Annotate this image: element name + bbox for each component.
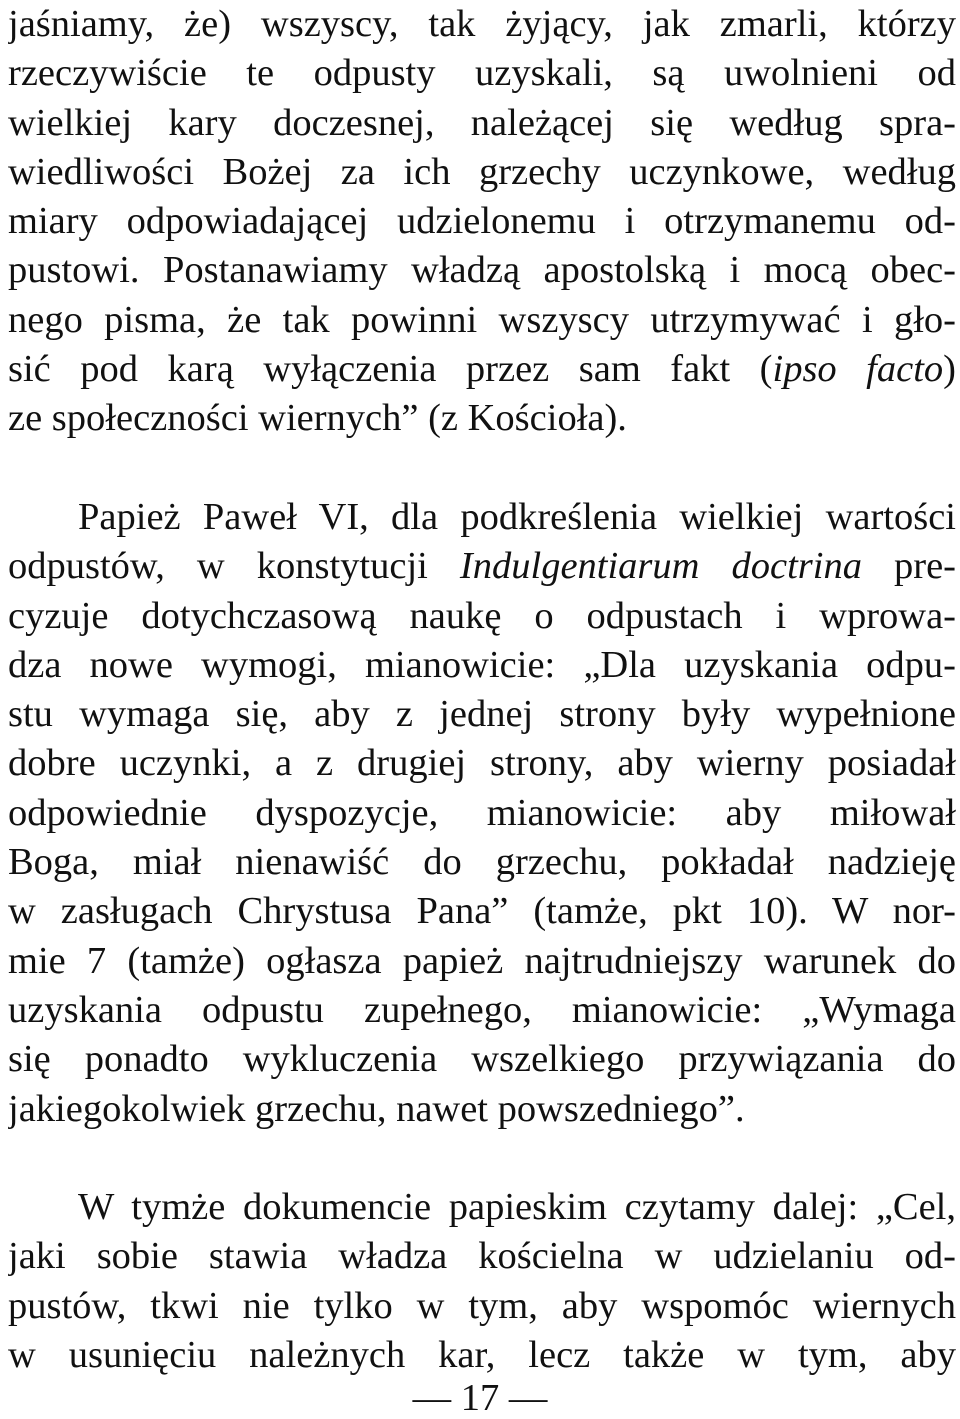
text-line [8,345,956,394]
text-segment: sić pod karą wyłączenia przez sam fakt ( [8,348,773,391]
text-line: Boga, miał nienawiść do grzechu, pokładał nadzieję [8,841,956,884]
text-line: się ponadto wykluczenia wszelkiego przywiązania do [8,1038,956,1081]
text-line: stu wymaga się, aby z jednej strony były wypełnione [8,693,956,736]
text-line: rzeczywiście te odpusty uzyskali, są uwolnieni od [8,52,956,95]
text-line: mie 7 (tamże) ogłasza papież najtrudniejszy warunek do [8,939,956,982]
paragraph-1 [8,0,956,444]
text-line: pustów, tkwi nie tylko w tym, aby wspomóc wiernych [8,1284,956,1327]
italic-term: Indulgentiarum doctrina [459,545,862,588]
text-segment: pre- [861,545,956,588]
text-line: cyzuje dotychczasową naukę o odpustach i wprowa- [8,594,956,637]
text-line: odpowiednie dyspozycje, mianowicie: aby miłował [8,791,956,834]
italic-term: ipso facto [772,348,944,391]
paragraph-2 [8,493,956,1134]
text-segment: ) [943,348,956,391]
text-line: Papież Paweł VI, dla podkreślenia wielkiej wartości [78,495,956,538]
text-line: jaki sobie stawia władza kościelna w udzielaniu od- [8,1235,956,1278]
paragraph-spacer [8,1134,956,1183]
text-line: pustowi. Postanawiamy władzą apostolską i mocą obec- [8,249,956,292]
text-line: nego pisma, że tak powinni wszyscy utrzymywać i gło- [8,298,956,341]
page-number: — 17 — [412,1377,548,1419]
text-line [8,542,956,591]
text-line: w usunięciu należnych kar, lecz także w tym, aby [8,1334,956,1377]
text-line: jakiegokolwiek grzechu, nawet powszedniego”. [8,1087,745,1130]
text-line: wiedliwości Bożej za ich grzechy uczynkowe, według [8,150,956,193]
document-page [8,0,956,1380]
text-line: dobre uczynki, a z drugiej strony, aby wierny posiadał [8,742,956,785]
text-line: jaśniamy, że) wszyscy, tak żyjący, jak zmarli, którzy [8,3,956,45]
text-line: wielkiej kary doczesnej, należącej się według spra- [8,101,956,144]
text-line: dza nowe wymogi, mianowicie: „Dla uzyskania odpu- [8,643,956,686]
paragraph-spacer [8,444,956,493]
text-line: W tymże dokumencie papieskim czytamy dalej: „Cel, [78,1186,956,1229]
paragraph-3 [8,1183,956,1380]
text-line: miary odpowiadającej udzielonemu i otrzymanemu od- [8,200,956,243]
text-line: ze społeczności wiernych” (z Kościoła). [8,397,627,440]
text-line: w zasługach Chrystusa Pana” (tamże, pkt 10). W nor- [8,890,956,933]
text-segment: odpustów, w konstytucji [8,545,460,588]
text-line: uzyskania odpustu zupełnego, mianowicie: „Wymaga [8,988,956,1031]
